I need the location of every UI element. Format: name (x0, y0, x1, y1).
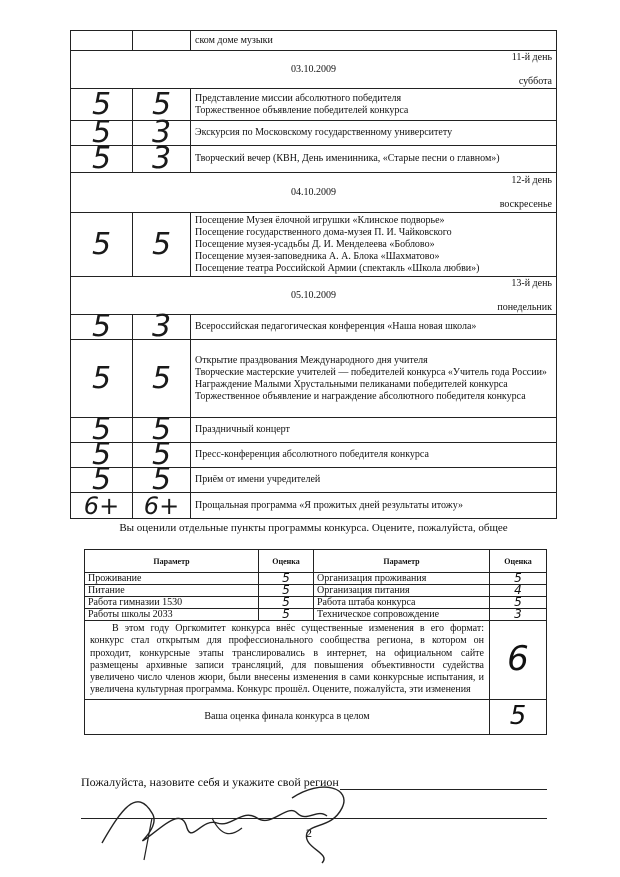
header-score-2: Оценка (490, 550, 547, 573)
schedule-item-row (71, 146, 557, 173)
activity-line: Торжественное объявление и награждение абсолютного победителя конкурса (195, 390, 526, 402)
handwritten-mark: 5 (71, 213, 133, 277)
activity-line: Представление миссии абсолютного победителя (195, 92, 402, 104)
activity-line: Посещение музея-заповедника А. А. Блока «Шахматово» (195, 250, 440, 262)
param-score: 5 (259, 573, 314, 585)
header-score-1: Оценка (259, 550, 314, 573)
activity-line: Праздничный концерт (195, 424, 290, 435)
schedule-item-row (71, 443, 557, 468)
activity-line: Торжественное объявление победителей конкурса (195, 104, 409, 116)
day-header-row (71, 173, 557, 213)
activity-line: Пресс-конференция абсолютного победителя конкурса (195, 449, 429, 460)
activity-line: Всероссийская педагогическая конференция «Наша новая школа» (195, 321, 477, 332)
parameters-table (84, 549, 547, 735)
activity-line: Посещение Музея ёлочной игрушки «Клинское подворье» (195, 214, 445, 226)
schedule-item-row (71, 468, 557, 493)
activity-line: Посещение музея-усадьбы Д. И. Менделеева «Боблово» (195, 238, 435, 250)
final-label: Ваша оценка финала конкурса в целом (85, 699, 490, 734)
day-header-row (71, 51, 557, 89)
handwritten-mark: 5 (71, 340, 133, 418)
param-score: 5 (490, 597, 547, 609)
day-weekday: воскресенье (499, 198, 552, 210)
handwritten-mark: 6+ (71, 493, 133, 519)
page-number: 2 (306, 826, 312, 840)
day-date: 04.10.2009 (291, 186, 336, 198)
handwritten-mark: 5 (133, 213, 191, 277)
schedule-item-row (71, 418, 557, 443)
handwritten-mark: 5 (71, 121, 133, 146)
param-name: Работа гимназии 1530 (85, 597, 259, 609)
changes-score: 6 (490, 621, 547, 700)
final-score: 5 (490, 699, 547, 734)
handwritten-mark: 5 (71, 89, 133, 121)
param-row (85, 573, 547, 585)
header-param-1: Параметр (85, 550, 259, 573)
handwritten-mark: 3 (133, 146, 191, 173)
param-score: 5 (259, 609, 314, 621)
activity-line: Посещение театра Российской Армии (спектакль «Школа любви») (195, 262, 480, 274)
activity-line: Творческие мастерские учителей — победителей конкурса «Учитель года России» (195, 366, 547, 378)
handwritten-mark: 5 (133, 340, 191, 418)
day-date: 05.10.2009 (291, 289, 336, 301)
param-row (85, 609, 547, 621)
param-name: Организация проживания (314, 573, 490, 585)
handwritten-mark: 5 (133, 443, 191, 468)
changes-text: В этом году Оргкомитет конкурса внёс существенные изменения в его формат: конкурс стал открытым для профессионального сообщества региона, в котором он проходит, конкурсные этапы транслировались в интернет, на официальном сайте размещены архивные записи трансляций, для повышения объективности судейства увеличено число членов жюри, были внесены изменения в сами конкурсные испытания, и увеличена культурная программа. Конкурс прошёл. Оцените, пожалуйста, эти изменения (85, 621, 490, 700)
activity-line: Творческий вечер (КВН, День именинника, «Старые песни о главном») (195, 153, 500, 164)
overall-prompt: Вы оценили отдельные пункты программы конкурса. Оцените, пожалуйста, общее (119, 522, 508, 534)
signature (92, 768, 362, 868)
schedule-item-row (71, 213, 557, 277)
schedule-item-row (71, 315, 557, 340)
schedule-item-row (71, 89, 557, 121)
param-name: Питание (85, 585, 259, 597)
param-row (85, 597, 547, 609)
day-date: 03.10.2009 (291, 63, 336, 75)
param-score: 4 (490, 585, 547, 597)
param-score: 3 (490, 609, 547, 621)
param-score: 5 (259, 597, 314, 609)
handwritten-mark: 5 (71, 315, 133, 340)
handwritten-mark: 5 (133, 418, 191, 443)
handwritten-mark: 5 (71, 146, 133, 173)
day-number: 13-й день (511, 277, 552, 289)
param-name: Техническое сопровождение (314, 609, 490, 621)
activity-line: Награждение Малыми Хрустальными пеликанами победителей конкурса (195, 378, 508, 390)
param-name: Работа штаба конкурса (314, 597, 490, 609)
param-row (85, 585, 547, 597)
activity-line: Экскурсия по Московскому государственному университету (195, 127, 453, 138)
activity-line: Посещение государственного дома-музея П. И. Чайковского (195, 226, 452, 238)
day-number: 11-й день (511, 51, 552, 63)
handwritten-mark: 5 (133, 89, 191, 121)
handwritten-mark: 5 (71, 418, 133, 443)
schedule-table (70, 30, 557, 519)
schedule-item-row (71, 340, 557, 418)
name-line[interactable] (340, 789, 547, 790)
day-number: 12-й день (511, 174, 552, 186)
schedule-top-row: ском доме музыки (191, 31, 557, 51)
param-name: Проживание (85, 573, 259, 585)
param-score: 5 (490, 573, 547, 585)
day-header-row (71, 277, 557, 315)
schedule-item-row (71, 493, 557, 519)
day-weekday: понедельник (497, 301, 552, 313)
param-name: Работы школы 2033 (85, 609, 259, 621)
handwritten-mark: 5 (71, 468, 133, 493)
schedule-item-row (71, 121, 557, 146)
handwritten-mark: 6+ (133, 493, 191, 519)
param-name: Организация питания (314, 585, 490, 597)
handwritten-mark: 3 (133, 121, 191, 146)
header-param-2: Параметр (314, 550, 490, 573)
name-prompt: Пожалуйста, назовите себя и укажите свой регион (81, 775, 339, 789)
activity-line: Прощальная программа «Я прожитых дней результаты итожу» (195, 499, 463, 511)
activity-line: Приём от имени учредителей (195, 474, 321, 485)
handwritten-mark: 5 (133, 468, 191, 493)
handwritten-mark: 3 (133, 315, 191, 340)
param-score: 5 (259, 585, 314, 597)
day-weekday: суббота (518, 75, 552, 87)
activity-line: Открытие праздвования Международного дня учителя (195, 354, 428, 366)
handwritten-mark: 5 (71, 443, 133, 468)
